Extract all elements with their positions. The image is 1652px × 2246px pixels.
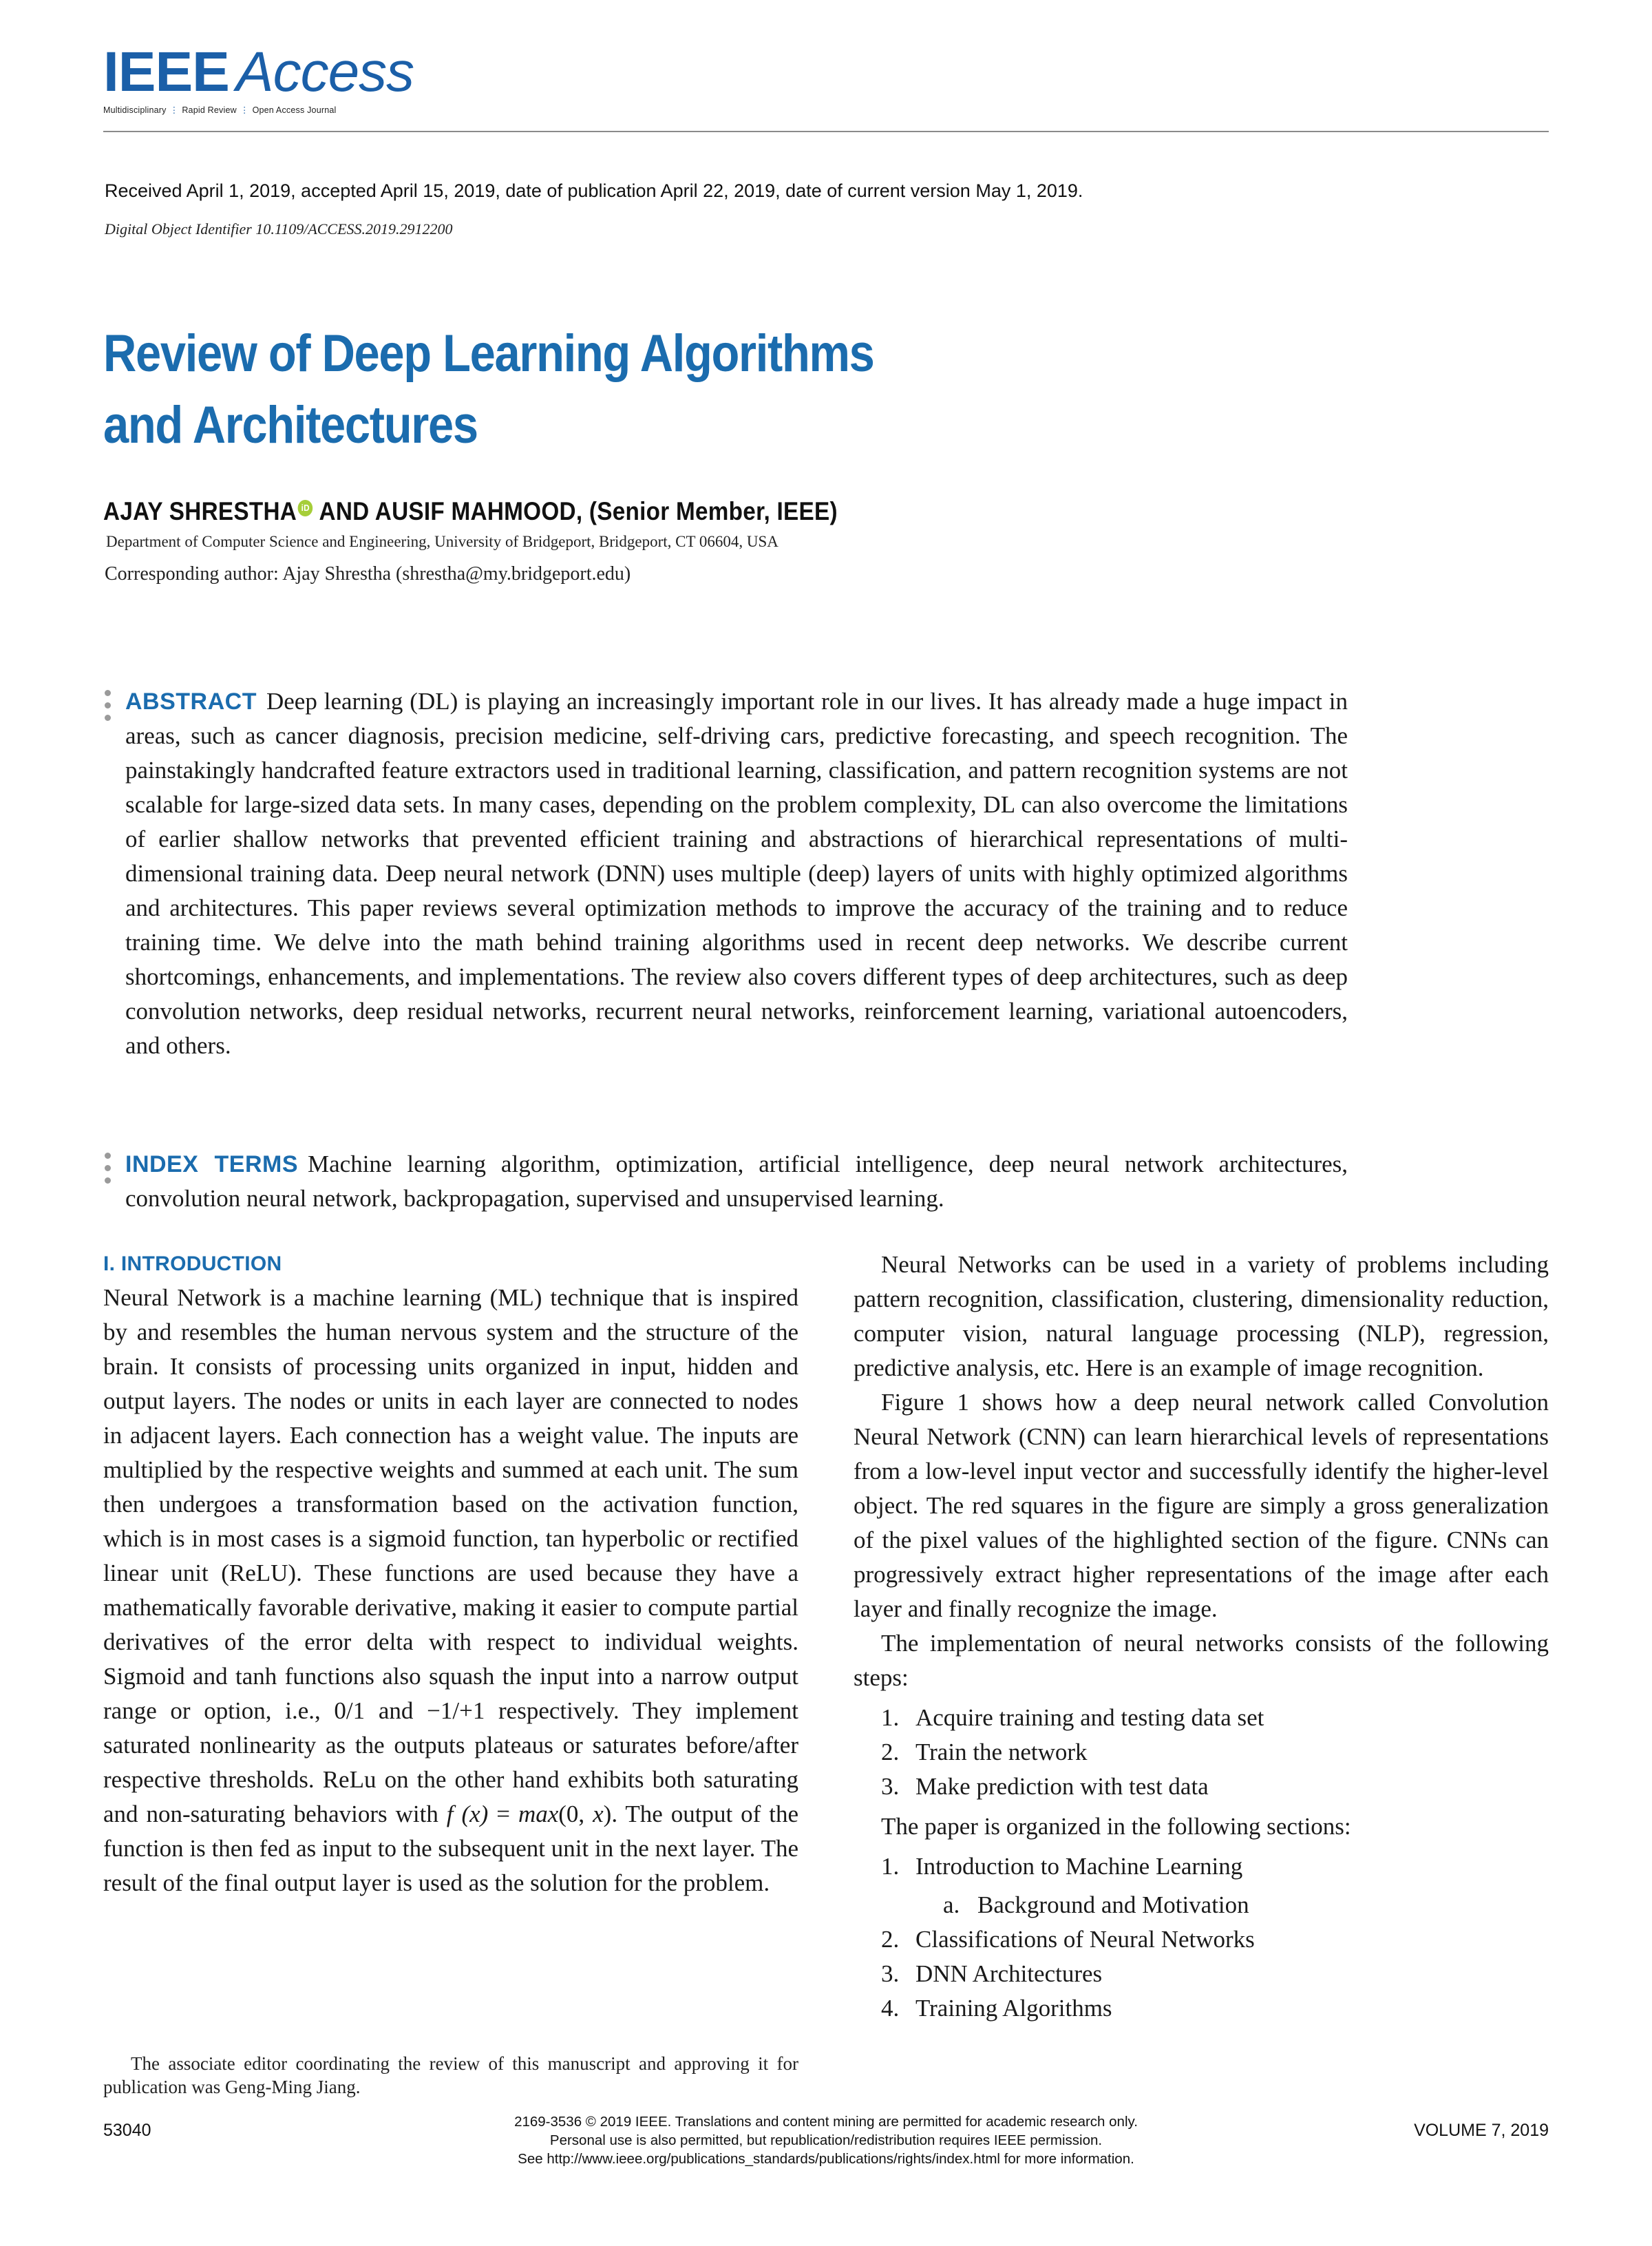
list-text: Train the network [915,1739,1088,1765]
logo-ieee: IEEE [103,41,229,103]
abstract-text: Deep learning (DL) is playing an increasingly important role in our lives. It has already made a huge impact in areas, such as cancer diagnosis, precision medicine, self-driving cars, predictive forecasting, and speech recognition. The painstakingly handcrafted feature extractors used in traditional learning, classification, and pattern recognition systems are not scalable for large-sized data sets. In many cases, depending on the problem complexity, DL can also overcome the limitations of earlier shallow networks that prevented efficient training and abstractions of hierarchical representations of multi-dimensional training data. Deep neural network (DNN) uses multiple (deep) layers of units with highly optimized algorithms and architectures. This paper reviews several optimization methods to improve the accuracy of the training and to reduce training time. We delve into the math behind training algorithms used in recent deep networks. We describe current shortcomings, enhancements, and implementations. The review also covers different types of deep architectures, such as deep convolution networks, deep residual networks, recurrent neural networks, reinforcement learning, variational autoencoders, and others. [125,688,1348,1059]
paragraph-text: Neural Network is a machine learning (ML) technique that is inspired by and resembles the human nervous system and the structure of the brain. It consists of processing units organized in input, hidden and output layers. The nodes or units in each layer are connected to nodes in adjacent layers. Each connection has a weight value. The inputs are multiplied by the respective weights and summed at each unit. The sum then undergoes a transformation based on the activation function, which is in most cases is a sigmoid function, tan hyperbolic or rectified linear unit (ReLU). These functions are used because they have a mathematically favorable derivative, making it easier to compute partial derivatives of the error delta with respect to individual weights. Sigmoid and tanh functions also squash the input into a narrow output range or option, i.e., 0/1 and −1/+1 respectively. They implement saturated nonlinearity as the outputs plateaus or saturates before/after respective thresholds. ReLu on the other hand exhibits both saturating and non-saturating behaviors with [103,1284,798,1827]
author-name: AND AUSIF MAHMOOD, (Senior Member, IEEE) [319,497,838,525]
implementation-steps [854,1701,1549,1804]
list-number: 2. [881,1926,900,1953]
author-name: AJAY SHRESTHA [103,497,297,525]
copyright-line: 2169-3536 © 2019 IEEE. Translations and content mining are permitted for academic research only. [514,2114,1138,2130]
copyright-line: Personal use is also permitted, but republication/redistribution requires IEEE permission. [549,2132,1103,2148]
copyright-link[interactable]: See http://www.ieee.org/publications_standards/publications/rights/index.html for more information. [518,2151,1134,2167]
header-divider [103,131,1549,132]
formula-part: x [593,1801,604,1827]
affiliation: Department of Computer Science and Engineering, University of Bridgeport, Bridgeport, CT 06604, USA [106,533,779,550]
page-number: 53040 [103,2121,151,2140]
volume-label: VOLUME 7, 2019 [1414,2121,1549,2140]
list-item [881,1991,1549,2026]
footnote-text: The associate editor coordinating the review of this manuscript and approving it for publication was Geng-Ming Jiang. [103,2053,798,2097]
formula-part: (0, [558,1801,593,1827]
formula-part: f (x) [446,1801,489,1827]
list-number: 3. [881,1960,900,1987]
list-text: Introduction to Machine Learning [915,1853,1243,1880]
logo-tagline: Multidisciplinary ⋮ Rapid Review ⋮ Open Access Journal [103,105,337,115]
section-heading: I. INTRODUCTION [103,1252,282,1275]
list-number: 4. [881,1995,900,2022]
formula-part: max [518,1801,559,1827]
paragraph: The implementation of neural networks consists of the following steps: [854,1630,1549,1691]
logo-access: Access [235,41,414,103]
list-number: 3. [881,1773,900,1800]
abstract-marker-icon [105,690,112,727]
index-terms-marker-icon [105,1153,112,1190]
paper-title [103,318,1133,461]
paragraph: Neural Networks can be used in a variety of problems including pattern recognition, classification, clustering, dimensionality reduction, computer vision, natural language processing (NLP), regression, predictive analysis, etc. Here is an example of image recognition. [854,1251,1549,1381]
list-item [881,1957,1549,1991]
paragraph: Figure 1 shows how a deep neural network called Convolution Neural Network (CNN) can learn hierarchical levels of representations from a low-level input vector and successfully identify the higher-level object. The red squares in the figure are simply a gross generalization of the pixel values of the highlighted section of the figure. CNNs can progressively extract higher representations of the image after each layer and finally recognize the image. [854,1389,1549,1622]
intro-paragraph [103,1281,798,1900]
tagline-item: Multidisciplinary [103,105,167,115]
list-item [881,1922,1549,1957]
formula-part: ) [603,1801,612,1827]
abstract [125,684,1348,1063]
list-number: 1. [881,1704,900,1731]
list-number: a. [943,1891,960,1918]
list-text: Training Algorithms [915,1995,1112,2022]
editor-footnote [103,2052,798,2099]
left-column [103,1248,798,1900]
publication-dates: Received April 1, 2019, accepted April 15, 2019, date of publication April 22, 2019, date of current version May 1, 2019. [105,180,1083,201]
copyright-notice [385,2112,1267,2168]
doi: Digital Object Identifier 10.1109/ACCESS.2019.2912200 [105,220,453,238]
index-terms-text: Machine learning algorithm, optimization, artificial intelligence, deep neural network architectures, convolution neural network, backpropagation, supervised and unsupervised learning. [125,1151,1348,1212]
list-number: 1. [881,1853,900,1880]
paragraph-text: . The output of the function is then fed as input to the subsequent unit in the next layer. The result of the final output layer is used as the solution for the problem. [103,1801,798,1896]
list-text: Make prediction with test data [915,1773,1209,1800]
orcid-icon[interactable]: iD [298,500,313,516]
index-terms [125,1147,1348,1216]
paragraph: The paper is organized in the following sections: [881,1813,1351,1840]
list-item [881,1849,1549,1884]
list-item [881,1770,1549,1804]
list-text: DNN Architectures [915,1960,1103,1987]
list-text: Background and Motivation [977,1891,1249,1918]
author-list [103,497,838,526]
list-subitem [943,1888,1549,1922]
title-line: Review of Deep Learning Algorithms [103,324,874,383]
right-column [854,1248,1549,2031]
formula-part: = [488,1801,518,1827]
list-item [881,1701,1549,1735]
list-text: Acquire training and testing data set [915,1704,1264,1731]
journal-logo [103,41,414,115]
tagline-item: Rapid Review [182,105,237,115]
corresponding-author: Corresponding author: Ajay Shrestha (shrestha@my.bridgeport.edu) [105,563,631,585]
title-line: and Architectures [103,396,478,454]
abstract-label: ABSTRACT [125,689,257,715]
list-text: Classifications of Neural Networks [915,1926,1255,1953]
list-item [881,1735,1549,1770]
tagline-item: Open Access Journal [252,105,337,115]
list-number: 2. [881,1739,900,1765]
index-terms-label: INDEX TERMS [125,1151,299,1177]
paper-sections-list [854,1849,1549,2026]
